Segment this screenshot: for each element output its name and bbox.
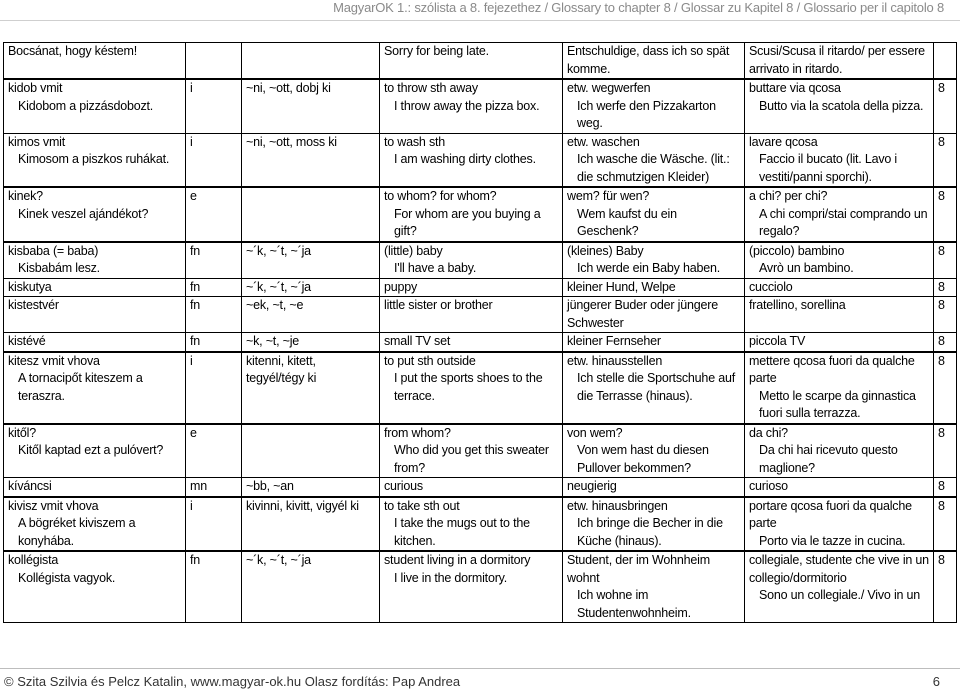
english-term: (little) baby [384, 243, 443, 258]
english-example: I put the sports shoes to the terrace. [394, 371, 543, 403]
english-cell [380, 79, 563, 133]
german-term: etw. hinausbringen [567, 498, 668, 513]
table-row [4, 187, 957, 242]
german-example: Ich bringe die Becher in die Küche (hinaus). [577, 516, 723, 548]
german-term: kleiner Fernseher [567, 334, 661, 348]
page-header-title: MagyarOK 1.: szólista a 8. fejezethez / Glossary to chapter 8 / Glossar zu Kapitel 8 / Glossario per il capitolo 8 [333, 0, 944, 15]
italian-term: fratellino, sorellina [749, 298, 846, 312]
chapter-cell [934, 133, 957, 187]
forms-cell [242, 43, 380, 80]
hungarian-cell [4, 79, 186, 133]
word-type-term: fn [190, 553, 201, 567]
italian-cell [745, 424, 934, 478]
forms-cell [242, 478, 380, 497]
german-example: Von wem hast du diesen Pullover bekommen? [577, 443, 709, 475]
forms-term: ~k, ~t, ~je [246, 334, 300, 348]
word-type-cell [186, 297, 242, 333]
english-example: Who did you get this sweater from? [394, 443, 549, 475]
german-cell [563, 297, 745, 333]
table-row [4, 278, 957, 297]
forms-term: ~ek, ~t, ~e [246, 298, 304, 312]
italian-cell [745, 551, 934, 623]
italian-example: Sono un collegiale./ Vivo in un [759, 588, 921, 602]
italian-term: cucciolo [749, 279, 793, 294]
forms-cell [242, 333, 380, 352]
german-example: Wem kaufst du ein Geschenk? [577, 206, 677, 238]
german-term: von wem? [567, 425, 623, 440]
word-type-cell [186, 424, 242, 478]
word-type-cell [186, 478, 242, 497]
english-term: to whom? for whom? [384, 189, 497, 203]
forms-term: ~´k, ~´t, ~´ja [246, 243, 311, 258]
english-cell [380, 424, 563, 478]
chapter-cell [934, 242, 957, 279]
italian-term: a chi? per chi? [749, 189, 828, 203]
table-row [4, 478, 957, 497]
english-term: student living in a dormitory [384, 553, 531, 567]
hungarian-term: kimos vmit [8, 134, 66, 149]
italian-term: curioso [749, 479, 788, 493]
german-cell [563, 551, 745, 623]
chapter-term: 8 [938, 425, 945, 440]
hungarian-cell [4, 352, 186, 424]
word-type-cell [186, 352, 242, 424]
hungarian-term: kidob vmit [8, 81, 63, 95]
hungarian-cell [4, 497, 186, 552]
table-row [4, 352, 957, 424]
word-type-term: i [190, 498, 193, 513]
forms-term: ~´k, ~´t, ~´ja [246, 553, 311, 567]
hungarian-term: kíváncsi [8, 479, 52, 493]
page-number: 6 [932, 674, 940, 689]
word-type-term: e [190, 189, 197, 203]
forms-term: kitenni, kitett, tegyél/tégy ki [246, 353, 317, 385]
german-term: wem? für wen? [567, 189, 650, 203]
german-cell [563, 478, 745, 497]
english-cell [380, 478, 563, 497]
german-cell [563, 497, 745, 552]
german-cell [563, 278, 745, 297]
word-type-term: fn [190, 334, 201, 348]
english-term: to wash sth [384, 134, 446, 149]
forms-cell [242, 187, 380, 242]
italian-example: Porto via le tazze in cucina. [759, 533, 906, 548]
german-term: etw. wegwerfen [567, 81, 651, 95]
italian-term: da chi? [749, 425, 788, 440]
hungarian-term: kollégista [8, 553, 59, 567]
footer-copyright: © Szita Szilvia és Pelcz Katalin, www.magyar-ok.hu Olasz fordítás: Pap Andrea [4, 674, 461, 689]
english-cell [380, 551, 563, 623]
table-row [4, 297, 957, 333]
hungarian-term: kitől? [8, 425, 36, 440]
forms-cell [242, 133, 380, 187]
german-term: kleiner Hund, Welpe [567, 279, 676, 294]
italian-example: Avrò un bambino. [759, 261, 854, 275]
word-type-cell [186, 497, 242, 552]
italian-cell [745, 333, 934, 352]
italian-cell [745, 187, 934, 242]
german-example: Ich wasche die Wäsche. (lit.: die schmutzigen Kleider) [577, 152, 730, 184]
german-cell [563, 424, 745, 478]
forms-cell [242, 297, 380, 333]
chapter-term: 8 [938, 498, 945, 513]
italian-term: collegiale, studente che vive in un collegio/dormitorio [749, 553, 929, 585]
italian-term: mettere qcosa fuori da qualche parte [749, 353, 915, 385]
english-cell [380, 497, 563, 552]
hungarian-term: kistévé [8, 334, 46, 348]
italian-cell [745, 79, 934, 133]
german-term: (kleines) Baby [567, 243, 644, 258]
italian-cell [745, 133, 934, 187]
chapter-cell [934, 297, 957, 333]
hungarian-example: Kitől kaptad ezt a pulóvert? [18, 443, 164, 457]
english-term: from whom? [384, 425, 451, 440]
word-type-cell [186, 79, 242, 133]
english-term: small TV set [384, 334, 451, 348]
english-cell [380, 187, 563, 242]
table-row [4, 551, 957, 623]
hungarian-example: A tornacipőt kiteszem a teraszra. [18, 371, 143, 403]
italian-cell [745, 478, 934, 497]
hungarian-cell [4, 551, 186, 623]
forms-term: ~´k, ~´t, ~´ja [246, 279, 311, 294]
table-row [4, 43, 957, 80]
forms-cell [242, 497, 380, 552]
italian-example: Faccio il bucato (lit. Lavo i vestiti/panni sporchi). [759, 152, 898, 184]
german-term: etw. hinausstellen [567, 353, 663, 368]
glossary-table [3, 42, 957, 623]
chapter-cell [934, 187, 957, 242]
german-example: Ich wohne im Studentenwohnheim. [577, 588, 691, 620]
chapter-cell [934, 497, 957, 552]
hungarian-example: Kimosom a piszkos ruhákat. [18, 152, 170, 166]
chapter-term: 8 [938, 279, 945, 294]
hungarian-term: kiskutya [8, 279, 52, 294]
english-term: puppy [384, 279, 418, 294]
table-row [4, 79, 957, 133]
german-cell [563, 187, 745, 242]
english-term: curious [384, 479, 423, 493]
word-type-term: fn [190, 243, 201, 258]
italian-term: Scusi/Scusa il ritardo/ per essere arrivato in ritardo. [749, 44, 925, 76]
hungarian-term: kistestvér [8, 298, 59, 312]
english-cell [380, 242, 563, 279]
forms-cell [242, 79, 380, 133]
german-term: Student, der im Wohnheim wohnt [567, 553, 710, 585]
hungarian-cell [4, 43, 186, 80]
chapter-term: 8 [938, 134, 945, 149]
word-type-cell [186, 187, 242, 242]
chapter-cell [934, 478, 957, 497]
chapter-cell [934, 79, 957, 133]
chapter-term: 8 [938, 298, 945, 312]
english-term: to put sth outside [384, 353, 476, 368]
english-example: I take the mugs out to the kitchen. [394, 516, 530, 548]
hungarian-term: Bocsánat, hogy késtem! [8, 44, 138, 58]
chapter-cell [934, 333, 957, 352]
hungarian-example: Kollégista vagyok. [18, 570, 116, 585]
hungarian-cell [4, 478, 186, 497]
word-type-term: fn [190, 298, 201, 312]
hungarian-example: Kinek veszel ajándékot? [18, 206, 149, 221]
header-divider [0, 20, 960, 21]
hungarian-term: kivisz vmit vhova [8, 498, 99, 513]
hungarian-cell [4, 333, 186, 352]
english-cell [380, 297, 563, 333]
chapter-term: 8 [938, 189, 945, 203]
italian-example: Butto via la scatola della pizza. [759, 98, 924, 113]
forms-cell [242, 551, 380, 623]
word-type-term: i [190, 81, 193, 95]
forms-cell [242, 352, 380, 424]
german-cell [563, 242, 745, 279]
hungarian-cell [4, 278, 186, 297]
italian-cell [745, 43, 934, 80]
hungarian-example: Kidobom a pizzásdobozt. [18, 98, 154, 113]
word-type-term: e [190, 425, 197, 440]
english-cell [380, 333, 563, 352]
english-example: I am washing dirty clothes. [394, 152, 536, 166]
italian-term: (piccolo) bambino [749, 243, 845, 258]
german-term: jüngerer Buder oder jüngere Schwester [567, 298, 718, 330]
german-example: Ich stelle die Sportschuhe auf die Terrasse (hinaus). [577, 371, 735, 403]
chapter-term: 8 [938, 479, 945, 493]
english-cell [380, 278, 563, 297]
word-type-cell [186, 333, 242, 352]
german-cell [563, 79, 745, 133]
chapter-term: 8 [938, 553, 945, 567]
hungarian-example: A bögréket kiviszem a konyhába. [18, 516, 136, 548]
hungarian-cell [4, 133, 186, 187]
glossary-body [4, 43, 957, 623]
forms-cell [242, 242, 380, 279]
german-term: neugierig [567, 479, 617, 493]
footer-divider [0, 668, 960, 669]
german-cell [563, 352, 745, 424]
german-example: Ich werfe den Pizzakarton weg. [577, 98, 716, 130]
word-type-term: mn [190, 479, 207, 493]
table-row [4, 497, 957, 552]
italian-cell [745, 297, 934, 333]
hungarian-term: kitesz vmit vhova [8, 353, 100, 368]
english-example: For whom are you buying a gift? [394, 206, 541, 238]
italian-cell [745, 352, 934, 424]
italian-term: portare qcosa fuori da qualche parte [749, 498, 912, 530]
chapter-term: 8 [938, 243, 945, 258]
italian-example: A chi compri/stai comprando un regalo? [759, 206, 928, 238]
english-example: I live in the dormitory. [394, 570, 508, 585]
italian-cell [745, 497, 934, 552]
hungarian-example: Kisbabám lesz. [18, 261, 100, 275]
word-type-term: i [190, 353, 193, 368]
chapter-cell [934, 43, 957, 80]
table-row [4, 424, 957, 478]
word-type-cell [186, 278, 242, 297]
german-term: Entschuldige, dass ich so spät komme. [567, 44, 730, 76]
forms-term: ~ni, ~ott, dobj ki [246, 81, 331, 95]
word-type-cell [186, 43, 242, 80]
table-row [4, 133, 957, 187]
hungarian-cell [4, 242, 186, 279]
word-type-cell [186, 242, 242, 279]
chapter-cell [934, 424, 957, 478]
german-term: etw. waschen [567, 134, 640, 149]
italian-term: buttare via qcosa [749, 81, 841, 95]
hungarian-term: kisbaba (= baba) [8, 243, 99, 258]
italian-cell [745, 278, 934, 297]
english-term: little sister or brother [384, 298, 493, 312]
english-term: to throw sth away [384, 81, 478, 95]
hungarian-cell [4, 187, 186, 242]
chapter-cell [934, 352, 957, 424]
forms-cell [242, 278, 380, 297]
italian-cell [745, 242, 934, 279]
forms-term: ~bb, ~an [246, 479, 294, 493]
english-example: I throw away the pizza box. [394, 98, 540, 113]
german-cell [563, 133, 745, 187]
german-cell [563, 43, 745, 80]
forms-term: ~ni, ~ott, moss ki [246, 134, 337, 149]
table-row [4, 333, 957, 352]
chapter-cell [934, 551, 957, 623]
chapter-term: 8 [938, 334, 945, 348]
chapter-term: 8 [938, 353, 945, 368]
hungarian-term: kinek? [8, 189, 43, 203]
chapter-cell [934, 278, 957, 297]
word-type-term: i [190, 134, 193, 149]
word-type-cell [186, 551, 242, 623]
english-cell [380, 133, 563, 187]
forms-term: kivinni, kivitt, vigyél ki [246, 498, 359, 513]
italian-term: lavare qcosa [749, 134, 818, 149]
english-cell [380, 43, 563, 80]
hungarian-cell [4, 424, 186, 478]
word-type-cell [186, 133, 242, 187]
italian-term: piccola TV [749, 334, 806, 348]
german-example: Ich werde ein Baby haben. [577, 261, 721, 275]
italian-example: Da chi hai ricevuto questo maglione? [759, 443, 898, 475]
english-term: to take sth out [384, 498, 460, 513]
english-example: I'll have a baby. [394, 261, 477, 275]
chapter-term: 8 [938, 81, 945, 95]
italian-example: Metto le scarpe da ginnastica fuori sulla terrazza. [759, 388, 916, 420]
hungarian-cell [4, 297, 186, 333]
word-type-term: fn [190, 279, 201, 294]
german-cell [563, 333, 745, 352]
english-cell [380, 352, 563, 424]
english-term: Sorry for being late. [384, 44, 489, 58]
forms-cell [242, 424, 380, 478]
table-row [4, 242, 957, 279]
